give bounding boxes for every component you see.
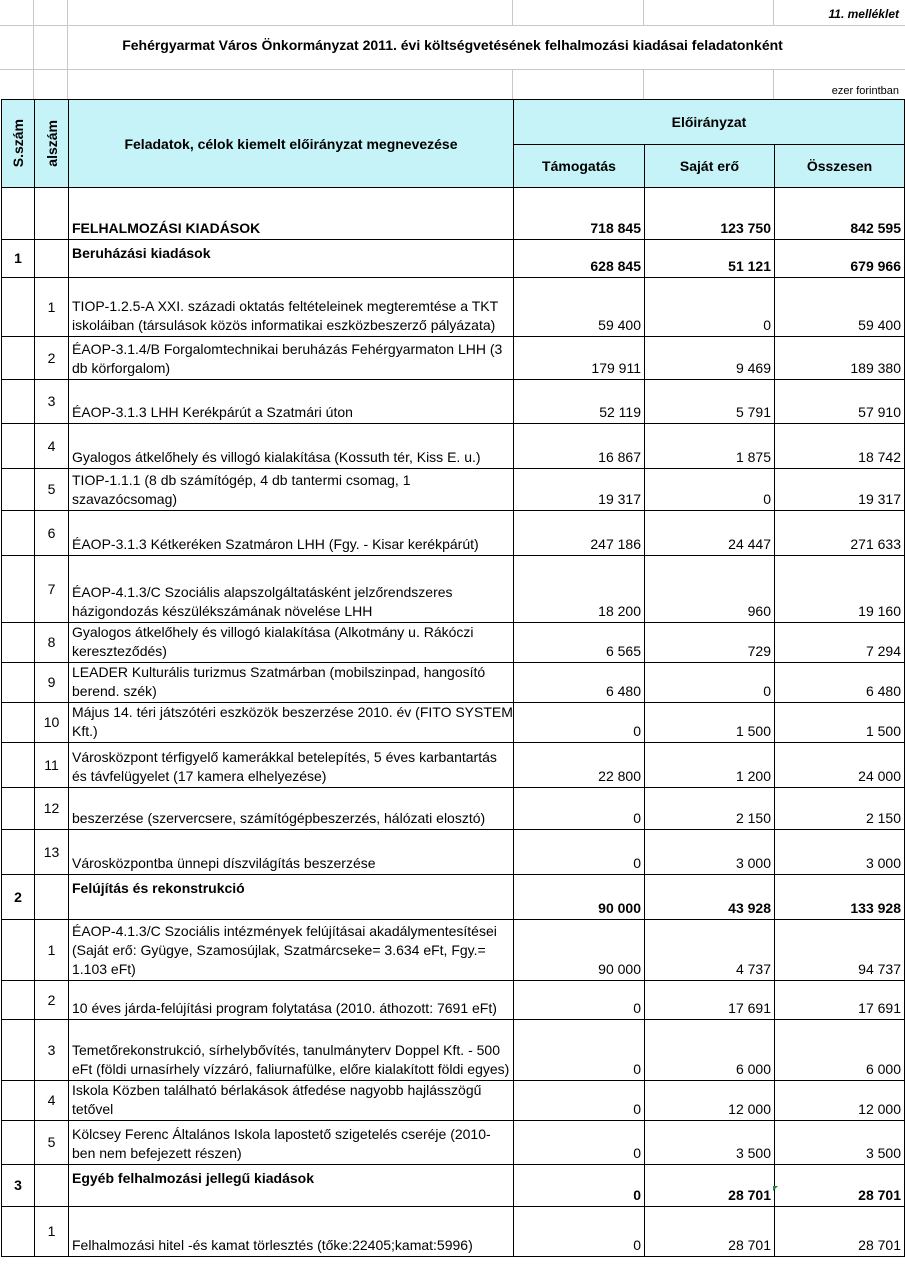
cell-alszam: 3 (35, 1020, 69, 1081)
cell-sajat-ero: 729 (645, 623, 775, 663)
cell-s-szam (2, 278, 35, 337)
table-row (2, 663, 905, 703)
cell-osszesen: 2 150 (775, 788, 905, 830)
cell-tamogatas: 22 800 (514, 743, 645, 788)
cell-tamogatas: 0 (514, 1207, 645, 1257)
cell-osszesen: 59 400 (775, 278, 905, 337)
cell-s-szam (2, 424, 35, 469)
table-row (2, 240, 905, 278)
cell-alszam: 1 (35, 1207, 69, 1257)
cell-description: Felújítás és rekonstrukció (69, 875, 514, 920)
cell-description: Gyalogos átkelőhely és villogó kialakítása (Kossuth tér, Kiss E. u.) (69, 424, 514, 469)
cell-description: ÉAOP-3.1.3 LHH Kerékpárút a Szatmári úton (69, 380, 514, 424)
gridline (773, 0, 774, 25)
cell-description: Egyéb felhalmozási jellegű kiadások (69, 1165, 514, 1207)
cell-sajat-ero: 0 (645, 278, 775, 337)
cell-s-szam (2, 1207, 35, 1257)
table-row (2, 981, 905, 1020)
cell-sajat-ero: 24 447 (645, 511, 775, 556)
cell-s-szam (2, 830, 35, 875)
cell-sajat-ero: 4 737 (645, 920, 775, 981)
cell-s-szam: 3 (2, 1165, 35, 1207)
cell-sajat-ero: 2 150 (645, 788, 775, 830)
cell-sajat-ero: 0 (645, 469, 775, 511)
cell-alszam: 5 (35, 1121, 69, 1165)
cell-osszesen: 12 000 (775, 1081, 905, 1121)
table-row (2, 1165, 905, 1207)
cell-s-szam (2, 511, 35, 556)
gridline (0, 69, 905, 70)
cell-description: LEADER Kulturális turizmus Szatmárban (mobilszinpad, hangosító berend. szék) (69, 663, 514, 703)
cell-osszesen: 133 928 (775, 875, 905, 920)
cell-description: ÉAOP-4.1.3/C Szociális alapszolgáltatásként jelzőrendszeres házigondozás készülékszámának növelése LHH (69, 556, 514, 623)
cell-sajat-ero: 1 875 (645, 424, 775, 469)
cell-sajat-ero: 3 500 (645, 1121, 775, 1165)
table-row (2, 623, 905, 663)
cell-alszam: 5 (35, 469, 69, 511)
cell-alszam: 7 (35, 556, 69, 623)
cell-sajat-ero: 43 928 (645, 875, 775, 920)
cell-description: Városközpontba ünnepi díszvilágítás beszerzése (69, 830, 514, 875)
cell-s-szam (2, 788, 35, 830)
cell-alszam (35, 1165, 69, 1207)
cell-s-szam (2, 920, 35, 981)
cell-tamogatas: 0 (514, 703, 645, 743)
cell-s-szam (2, 380, 35, 424)
cell-comment-marker (773, 1186, 778, 1191)
table-row (2, 1081, 905, 1121)
cell-alszam (35, 240, 69, 278)
cell-s-szam (2, 1020, 35, 1081)
table-row (2, 1020, 905, 1081)
annex-label: 11. melléklet (828, 7, 899, 21)
cell-osszesen: 19 317 (775, 469, 905, 511)
cell-description: Iskola Közben található bérlakások átfedése nagyobb hajlásszögű tetővel (69, 1081, 514, 1121)
cell-osszesen: 7 294 (775, 623, 905, 663)
cell-tamogatas: 16 867 (514, 424, 645, 469)
cell-s-szam: 2 (2, 875, 35, 920)
cell-sajat-ero: 28 701 (645, 1165, 775, 1207)
cell-description: beszerzése (szervercsere, számítógépbeszerzés, hálózati elosztó) (69, 788, 514, 830)
cell-tamogatas: 90 000 (514, 875, 645, 920)
cell-tamogatas: 718 845 (514, 188, 645, 240)
cell-tamogatas: 0 (514, 1020, 645, 1081)
cell-description: TIOP-1.1.1 (8 db számítógép, 4 db tantermi csomag, 1 szavazócsomag) (69, 469, 514, 511)
cell-s-szam (2, 743, 35, 788)
cell-alszam (35, 875, 69, 920)
cell-description: Temetőrekonstrukció, sírhelybővítés, tanulmányterv Doppel Kft. - 500 eFt (földi urnasírhely vízzáró, faliurnafülke, előre kialakított földi egyes) (69, 1020, 514, 1081)
cell-sajat-ero: 960 (645, 556, 775, 623)
cell-alszam (35, 188, 69, 240)
table-row (2, 469, 905, 511)
cell-sajat-ero: 51 121 (645, 240, 775, 278)
cell-sajat-ero: 17 691 (645, 981, 775, 1020)
cell-osszesen: 17 691 (775, 981, 905, 1020)
cell-osszesen: 3 500 (775, 1121, 905, 1165)
cell-alszam: 1 (35, 278, 69, 337)
cell-osszesen: 6 480 (775, 663, 905, 703)
cell-alszam: 6 (35, 511, 69, 556)
table-row (2, 875, 905, 920)
cell-description: FELHALMOZÁSI KIADÁSOK (69, 188, 514, 240)
cell-alszam: 10 (35, 703, 69, 743)
cell-alszam: 4 (35, 424, 69, 469)
cell-s-szam (2, 469, 35, 511)
cell-alszam: 2 (35, 981, 69, 1020)
cell-description: Városközpont térfigyelő kamerákkal betelepítés, 5 éves karbantartás és távfelügyelet (17 kamera elhelyezése) (69, 743, 514, 788)
table-row (2, 1121, 905, 1165)
gridline (0, 25, 905, 26)
cell-tamogatas: 19 317 (514, 469, 645, 511)
cell-s-szam (2, 703, 35, 743)
table-row (2, 188, 905, 240)
cell-tamogatas: 18 200 (514, 556, 645, 623)
gridline (512, 69, 513, 99)
cell-description: Gyalogos átkelőhely és villogó kialakítása (Alkotmány u. Rákóczi kereszteződés) (69, 623, 514, 663)
cell-tamogatas: 90 000 (514, 920, 645, 981)
cell-osszesen: 679 966 (775, 240, 905, 278)
col-header-description: Feladatok, célok kiemelt előirányzat megnevezése (69, 100, 514, 188)
cell-description: Május 14. téri játszótéri eszközök beszerzése 2010. év (FITO SYSTEM Kft.) (69, 703, 514, 743)
table-row (2, 743, 905, 788)
col-header-s-szam: S.szám (2, 100, 35, 188)
cell-tamogatas: 0 (514, 981, 645, 1020)
cell-osszesen: 94 737 (775, 920, 905, 981)
cell-description: ÉAOP-3.1.4/B Forgalomtechnikai beruházás Fehérgyarmaton LHH (3 db körforgalom) (69, 337, 514, 380)
table-row (2, 1207, 905, 1257)
cell-description: Felhalmozási hitel -és kamat törlesztés (tőke:22405;kamat:5996) (69, 1207, 514, 1257)
cell-s-szam (2, 1081, 35, 1121)
cell-osszesen: 19 160 (775, 556, 905, 623)
cell-alszam: 9 (35, 663, 69, 703)
cell-alszam: 2 (35, 337, 69, 380)
cell-osszesen: 3 000 (775, 830, 905, 875)
cell-tamogatas: 0 (514, 1165, 645, 1207)
cell-alszam: 8 (35, 623, 69, 663)
cell-tamogatas: 0 (514, 788, 645, 830)
cell-alszam: 12 (35, 788, 69, 830)
cell-osszesen: 189 380 (775, 337, 905, 380)
cell-sajat-ero: 12 000 (645, 1081, 775, 1121)
cell-s-szam (2, 623, 35, 663)
cell-s-szam: 1 (2, 240, 35, 278)
col-header-osszesen: Összesen (775, 145, 905, 188)
cell-description: ÉAOP-4.1.3/C Szociális intézmények felújításai akadálymentesítései (Saját erő: Gyügye, Szamosújlak, Szatmárcseke= 3.634 eFt, Fgy.= 1.103 eFt) (69, 920, 514, 981)
cell-sajat-ero: 1 500 (645, 703, 775, 743)
cell-osszesen: 271 633 (775, 511, 905, 556)
gridline (773, 69, 774, 99)
table-row (2, 556, 905, 623)
table-row (2, 511, 905, 556)
col-header-group: Előirányzat (514, 100, 905, 145)
cell-description: Kölcsey Ferenc Általános Iskola lapostető szigetelés cseréje (2010-ben nem befejezett részen) (69, 1121, 514, 1165)
cell-description: Beruházási kiadások (69, 240, 514, 278)
gridline (643, 0, 644, 25)
cell-tamogatas: 0 (514, 1081, 645, 1121)
cell-alszam: 4 (35, 1081, 69, 1121)
cell-tamogatas: 6 480 (514, 663, 645, 703)
cell-tamogatas: 6 565 (514, 623, 645, 663)
gridline (643, 69, 644, 99)
cell-tamogatas: 0 (514, 1121, 645, 1165)
cell-s-szam (2, 1121, 35, 1165)
cell-osszesen: 57 910 (775, 380, 905, 424)
cell-alszam: 3 (35, 380, 69, 424)
gridline (512, 0, 513, 25)
cell-tamogatas: 59 400 (514, 278, 645, 337)
cell-osszesen: 24 000 (775, 743, 905, 788)
cell-tamogatas: 628 845 (514, 240, 645, 278)
table-row (2, 278, 905, 337)
cell-tamogatas: 179 911 (514, 337, 645, 380)
cell-osszesen: 6 000 (775, 1020, 905, 1081)
table-row (2, 424, 905, 469)
cell-s-szam (2, 663, 35, 703)
cell-osszesen: 1 500 (775, 703, 905, 743)
col-header-sajat-ero: Saját erő (645, 145, 775, 188)
col-header-alszam: alszám (35, 100, 69, 188)
cell-sajat-ero: 1 200 (645, 743, 775, 788)
cell-description: 10 éves járda-felújítási program folytatása (2010. áthozott: 7691 eFt) (69, 981, 514, 1020)
cell-s-szam (2, 337, 35, 380)
cell-tamogatas: 247 186 (514, 511, 645, 556)
cell-osszesen: 28 701 (775, 1165, 905, 1207)
table-row (2, 788, 905, 830)
col-header-tamogatas: Támogatás (514, 145, 645, 188)
cell-alszam: 11 (35, 743, 69, 788)
table-row (2, 380, 905, 424)
cell-osszesen: 18 742 (775, 424, 905, 469)
cell-sajat-ero: 5 791 (645, 380, 775, 424)
cell-s-szam (2, 188, 35, 240)
cell-alszam: 13 (35, 830, 69, 875)
cell-tamogatas: 52 119 (514, 380, 645, 424)
table-row (2, 830, 905, 875)
cell-tamogatas: 0 (514, 830, 645, 875)
cell-description: ÉAOP-3.1.3 Kétkeréken Szatmáron LHH (Fgy. - Kisar kerékpárút) (69, 511, 514, 556)
table-row (2, 920, 905, 981)
cell-sajat-ero: 123 750 (645, 188, 775, 240)
table-row (2, 703, 905, 743)
cell-sajat-ero: 28 701 (645, 1207, 775, 1257)
cell-alszam: 1 (35, 920, 69, 981)
cell-s-szam (2, 981, 35, 1020)
cell-osszesen: 28 701 (775, 1207, 905, 1257)
budget-table (1, 99, 905, 1257)
unit-label: ezer forintban (831, 85, 899, 97)
table-row (2, 337, 905, 380)
page-title: Fehérgyarmat Város Önkormányzat 2011. évi költségvetésének felhalmozási kiadásai feladatonként (122, 37, 783, 53)
cell-s-szam (2, 556, 35, 623)
cell-osszesen: 842 595 (775, 188, 905, 240)
cell-sajat-ero: 6 000 (645, 1020, 775, 1081)
cell-sajat-ero: 3 000 (645, 830, 775, 875)
cell-description: TIOP-1.2.5-A XXI. századi oktatás feltételeinek megteremtése a TKT iskoláiban (társulások közös informatikai eszközbeszerző pályázata) (69, 278, 514, 337)
cell-sajat-ero: 9 469 (645, 337, 775, 380)
cell-sajat-ero: 0 (645, 663, 775, 703)
